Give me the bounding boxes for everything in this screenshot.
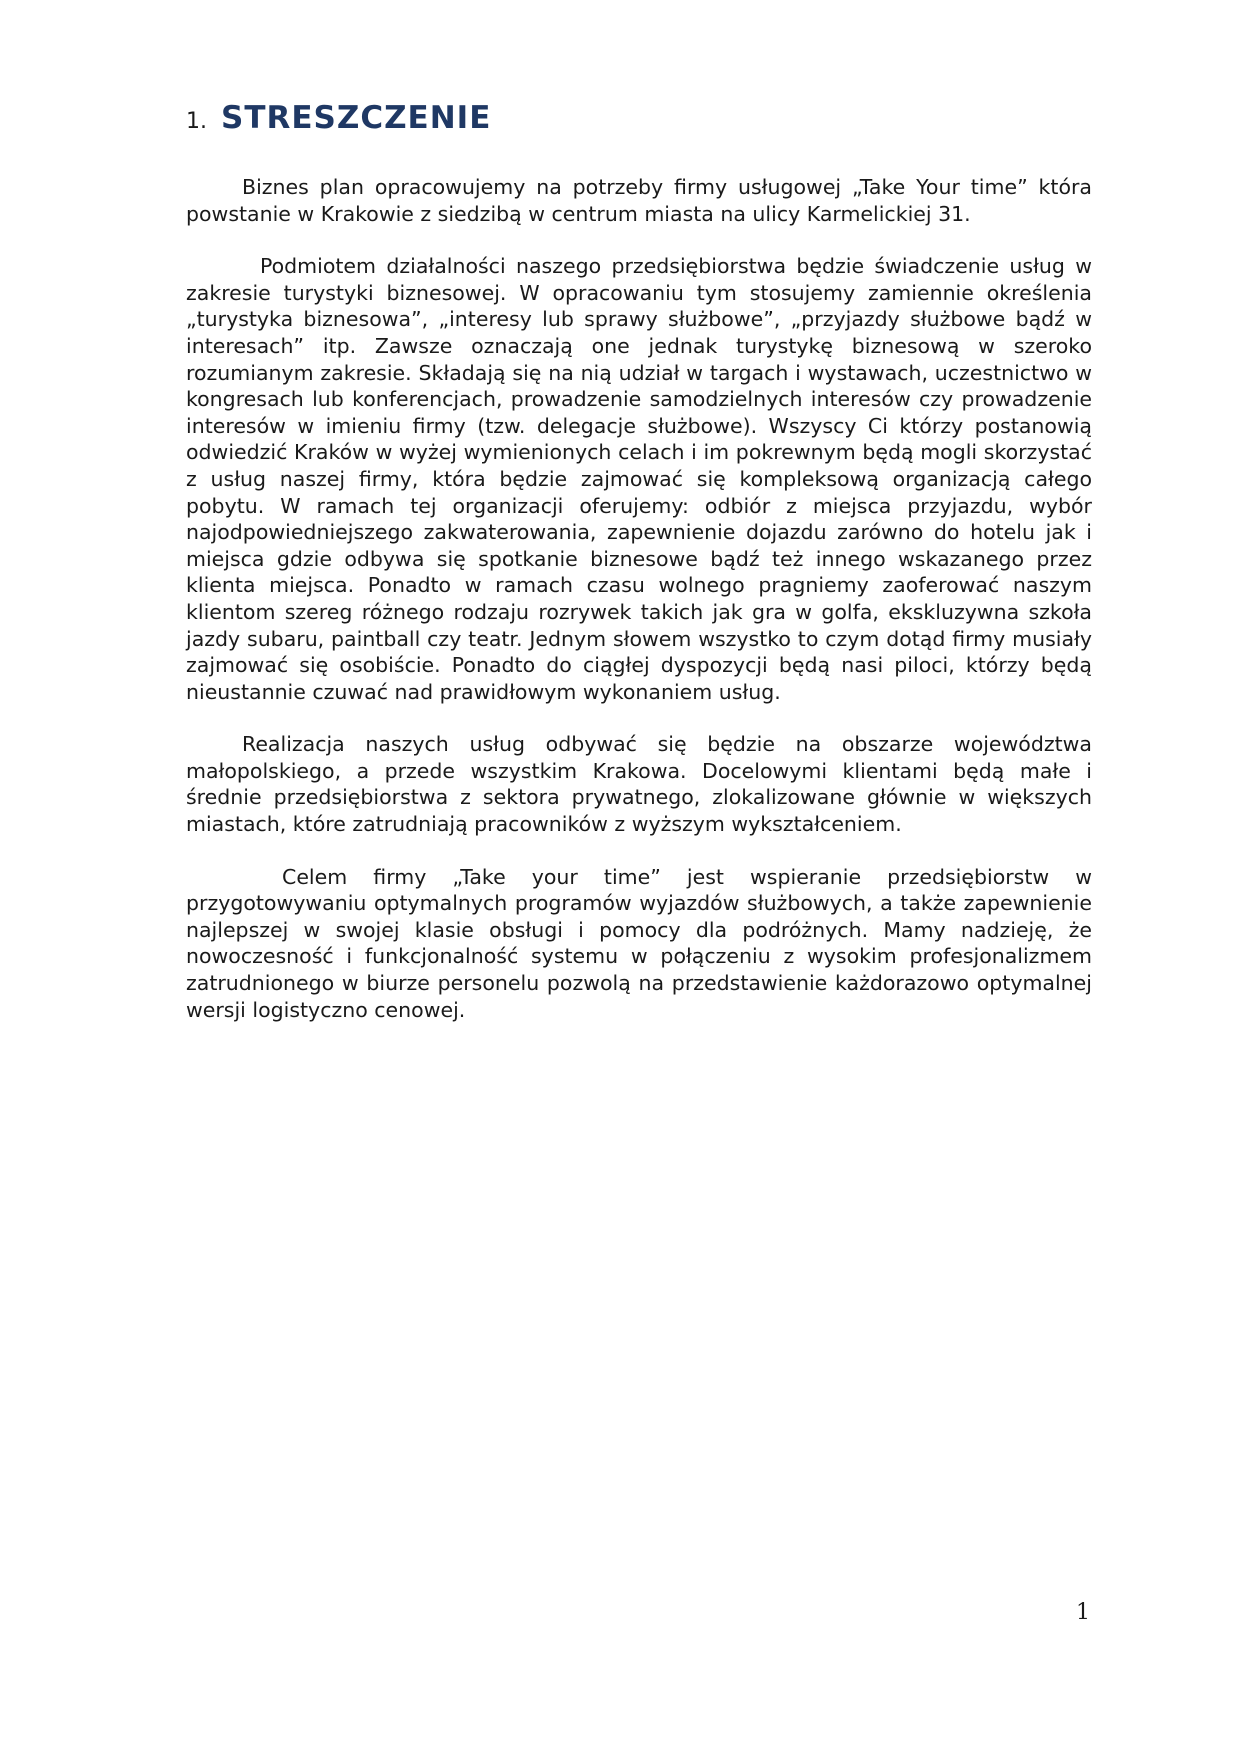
paragraph-target-clients: Realizacja naszych usług odbywać się będzie na obszarze województwa małopolskiego, a przede wszystkim Krakowa. Docelowymi klientami będą małe i średnie przedsiębiorstwa z sektora prywatnego, zlokalizowane głównie w większych miastach, które zatrudniają pracowników z wyższym wykształceniem.	[186, 732, 1092, 837]
section-title: STRESZCZENIE	[221, 100, 492, 136]
page-number: 1	[1076, 1600, 1090, 1625]
paragraph-intro: Biznes plan opracowujemy na potrzeby firmy usługowej „Take Your time” która powstanie w Krakowie z siedzibą w centrum miasta na ulicy Karmelickiej 31.	[186, 175, 1092, 226]
section-heading	[186, 100, 1092, 136]
paragraph-company-goal: Celem firmy „Take your time” jest wspieranie przedsiębiorstw w przygotowywaniu optymalnych programów wyjazdów służbowych, a także zapewnienie najlepszej w swojej klasie obsługi i pomocy dla podróżnych. Mamy nadzieję, że nowoczesność i funkcjonalność systemu w połączeniu z wysokim profesjonalizmem zatrudnionego w biurze personelu pozwolą na przedstawienie każdorazowo optymalnej wersji logistyczno cenowej.	[186, 864, 1092, 1022]
paragraph-business-scope: Podmiotem działalności naszego przedsiębiorstwa będzie świadczenie usług w zakresie turystyki biznesowej. W opracowaniu tym stosujemy zamiennie określenia „turystyka biznesowa”, „interesy lub sprawy służbowe”, „przyjazdy służbowe bądź w interesach” itp. Zawsze oznaczają one jednak turystykę biznesową w szeroko rozumianym zakresie. Składają się na nią udział w targach i wystawach, uczestnictwo w kongresach lub konferencjach, prowadzenie samodzielnych interesów czy prowadzenie interesów w imieniu firmy (tzw. delegacje służbowe). Wszyscy Ci którzy postanowią odwiedzić Kraków w wyżej wymienionych celach i im pokrewnym będą mogli skorzystać z usług naszej firmy, która będzie zajmować się kompleksową organizacją całego pobytu. W ramach tej organizacji oferujemy: odbiór z miejsca przyjazdu, wybór najodpowiedniejszego zakwaterowania, zapewnienie dojazdu zarówno do hotelu jak i miejsca gdzie odbywa się spotkanie biznesowe bądź też innego wskazanego przez klienta miejsca. Ponadto w ramach czasu wolnego pragniemy zaoferować naszym klientom szereg różnego rodzaju rozrywek takich jak gra w golfa, ekskluzywna szkoła jazdy subaru, paintball czy teatr. Jednym słowem wszystko to czym dotąd firmy musiały zajmować się osobiście. Ponadto do ciągłej dyspozycji będą nasi piloci, którzy będą nieustannie czuwać nad prawidłowym wykonaniem usług.	[186, 254, 1092, 704]
section-number: 1.	[186, 109, 207, 134]
page-content	[186, 100, 1092, 1049]
